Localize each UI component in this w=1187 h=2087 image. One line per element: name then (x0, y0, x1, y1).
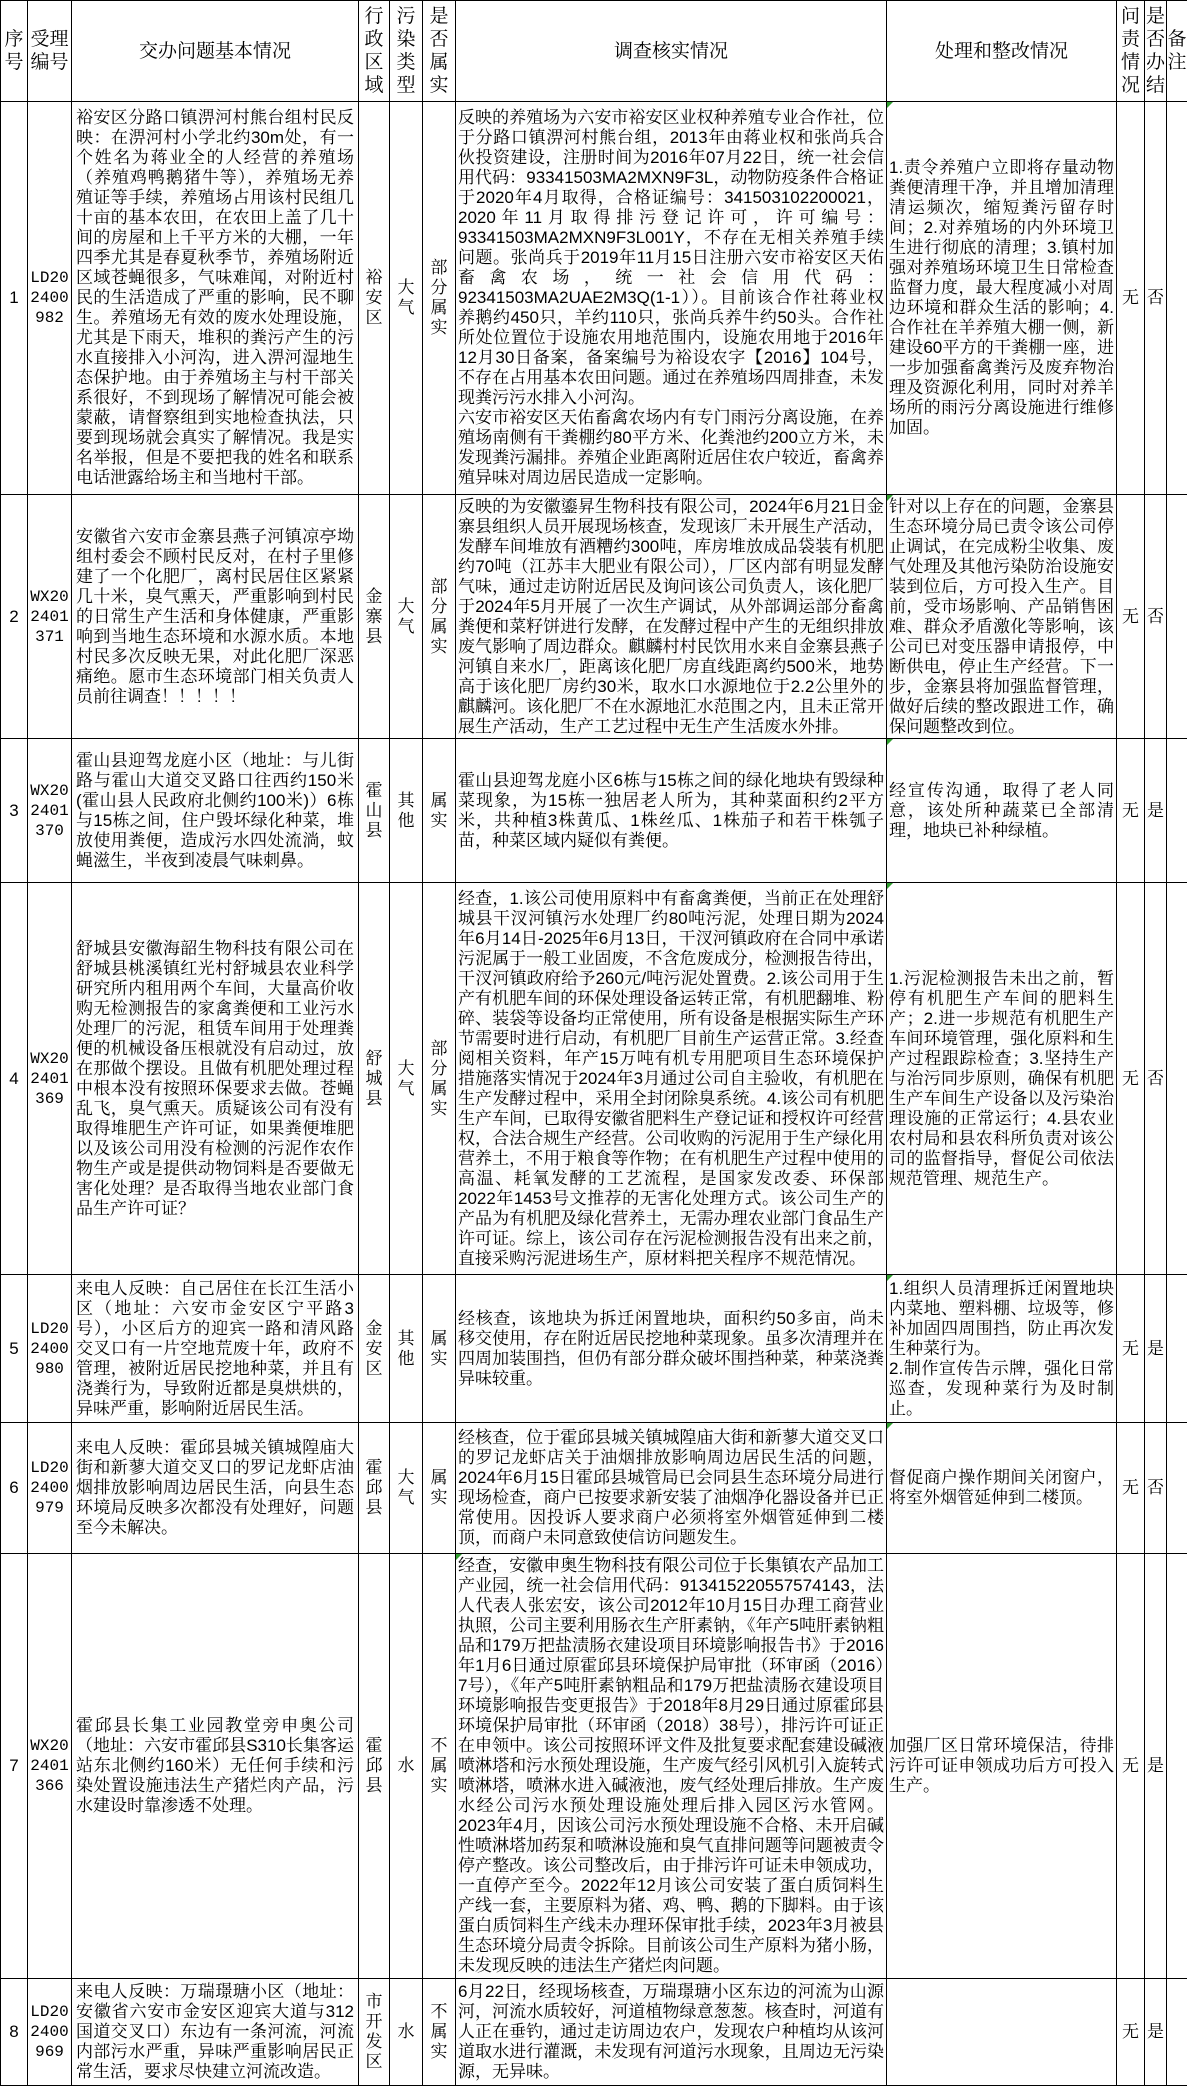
case-number-cell (28, 739, 72, 883)
investigation-cell (456, 1423, 887, 1554)
verified-cell (423, 883, 456, 1275)
case-number-cell (28, 1979, 72, 2086)
issue-cell (72, 739, 359, 883)
verified-cell (423, 1423, 456, 1554)
accountability-cell (1117, 1979, 1145, 2086)
table-row (1, 1979, 1187, 2086)
case-number-value: LD202400982 (30, 269, 69, 327)
verified-value: 部分属实 (430, 576, 448, 656)
header-investigation: 调查核实情况 (456, 1, 887, 102)
district-cell (359, 883, 390, 1275)
issue-cell (72, 883, 359, 1275)
investigation-cell (456, 102, 887, 495)
seq-value: 3 (9, 800, 19, 820)
case-number-cell (28, 1275, 72, 1423)
district-value: 金安区 (365, 1318, 383, 1378)
closed-value: 否 (1147, 1068, 1164, 1088)
cell-indicator-icon (887, 102, 893, 108)
cell-indicator-icon (887, 1423, 893, 1429)
case-number-value: LD202400969 (30, 2003, 69, 2061)
handling-cell (887, 102, 1117, 495)
investigation-cell (456, 739, 887, 883)
pollution-type-value: 其他 (397, 790, 415, 830)
verified-value: 部分属实 (430, 1038, 448, 1118)
case-number-value: WX202401371 (30, 587, 69, 646)
handling-cell (887, 1423, 1117, 1554)
handling-text: 经宣传沟通，取得了老人同意，该处所种蔬菜已全部清理，地块已补种绿植。 (889, 780, 1114, 840)
district-value: 金寨县 (365, 586, 383, 646)
seq-cell (1, 1423, 28, 1554)
cell-indicator-icon (887, 495, 893, 501)
seq-value: 2 (9, 606, 19, 626)
accountability-value: 无 (1122, 1756, 1139, 1775)
pollution-type-value: 大气 (397, 278, 415, 317)
district-cell (359, 1554, 390, 1979)
closed-cell (1145, 1275, 1167, 1423)
closed-value: 是 (1147, 1756, 1164, 1775)
handling-text: 加强厂区日常环境保洁，待排污许可证申领成功后方可投入生产。 (889, 1736, 1114, 1795)
remarks-cell (1167, 1423, 1187, 1554)
case-number-value: LD202400979 (30, 1459, 69, 1517)
accountability-cell (1117, 102, 1145, 495)
investigation-cell (456, 1554, 887, 1979)
issue-text: 裕安区分路口镇淠河村熊台组村民反映：在淠河村小学北约30m处，有一个姓名为蒋业全的人经营的养殖场（养殖鸡鸭鹅猪牛等），养殖场无养殖证等手续，养殖场占用该村民组几十亩的基本农田，在农田上盖了几十间的房屋和上千平方米的大棚，一年四季尤其是春夏秋季节，养殖场附近区域苍蝇很多，气味难闻，对附近村民的生活造成了严重的影响，民不聊生。养殖场无有效的废水处理设施，尤其是下雨天，堆积的粪污产生的污水直接排入小河沟，进入淠河湿地生态保护地。由于养殖场主与村干部关系很好，不到现场了解情况可能会被蒙蔽，请督察组到实地检查执法，只要到现场就会真实了解情况。我是实名举报，但是不要把我的姓名和联系电话泄露给场主和当地村干部。 (76, 108, 354, 487)
issue-text: 霍邱县长集工业园教堂旁申奥公司（地址：六安市霍邱县S310长集客运站东北侧约160米）无任何手续和污染处置设施违法生产猪烂肉产品，污水建设时靠渗透不处理。 (76, 1716, 354, 1815)
issue-text: 安徽省六安市金寨县燕子河镇凉亭坳组村委会不顾村民反对，在村子里修建了一个化肥厂，离村民居住区紧紧几十米，臭气熏天，严重影响到村民的日常生产生活和身体健康，严重影响到当地生态环境和水源水质。本地村民多次反映无果，对此化肥厂深恶痛绝。愿市生态环境部门相关负责人员前往调查！！！！！ (76, 526, 354, 706)
table-row (1, 739, 1187, 883)
pollution-type-cell (390, 883, 423, 1275)
accountability-value: 无 (1122, 2022, 1139, 2041)
accountability-value: 无 (1122, 288, 1139, 307)
district-value: 市开发区 (365, 1992, 383, 2071)
issue-cell (72, 102, 359, 495)
case-number-value: LD202400980 (30, 1319, 69, 1378)
verified-cell (423, 495, 456, 739)
issue-cell (72, 1554, 359, 1979)
closed-value: 是 (1147, 800, 1164, 820)
closed-value: 否 (1147, 606, 1164, 626)
accountability-cell (1117, 495, 1145, 739)
issue-cell (72, 1423, 359, 1554)
handling-cell (887, 1275, 1117, 1423)
district-value: 霍山县 (365, 780, 383, 840)
handling-cell (887, 495, 1117, 739)
issue-text: 霍山县迎驾龙庭小区（地址：与儿街路与霍山大道交叉路口往西约150米(霍山县人民政府北侧约100米)）6栋与15栋之间，住户毁坏绿化种菜，堆放使用粪便，造成污水四处流淌，蚊蝇滋生，半夜到凌晨气味刺鼻。 (76, 750, 354, 870)
handling-cell (887, 1554, 1117, 1979)
seq-value: 7 (9, 1756, 19, 1775)
issue-text: 来电人反映：万瑞璟瑭小区（地址：安徽省六安市金安区迎宾大道与312国道交叉口）东边有一条河流，河流内部污水严重，异味严重影响居民正常生活，要求尽快建立河流改造。 (76, 1982, 354, 2081)
issue-text: 舒城县安徽海韶生物科技有限公司在舒城县桃溪镇红光村舒城县农业科学研究所内租用两个车间，大量高价收购无检测报告的家禽粪便和工业污水处理厂的污泥，租赁车间用于处理粪便的机械设备压根就没有启动过，放在那做个摆设。且做有机肥处理过程中根本没有按照环保要求去做。苍蝇乱飞，臭气熏天。质疑该公司有没有取得堆肥生产许可证，如果粪便堆肥以及该公司用没有检测的污泥作农作物生产或是提供动物饲料是否要做无害化处理？是否取得当地农业部门食品生产许可证？ (76, 938, 354, 1218)
header-pollution-type: 污染类型 (390, 1, 423, 102)
closed-value: 是 (1147, 2022, 1164, 2041)
handling-text: 1.组织人员清理拆迁闲置地块内菜地、塑料棚、垃圾等，修补加固四周围挡，防止再次发生种菜行为。 2.制作宣传告示牌，强化日常巡查，发现种菜行为及时制止。 (889, 1278, 1114, 1418)
remarks-cell (1167, 495, 1187, 739)
pollution-type-cell (390, 1275, 423, 1423)
pollution-type-cell (390, 1979, 423, 2086)
district-cell (359, 1275, 390, 1423)
verified-cell (423, 1275, 456, 1423)
investigation-text: 反映的养殖场为六安市裕安区业权种养殖专业合作社，位于分路口镇淠河村熊台组，2013年由蒋业权和张尚兵合伙投资建设，注册时间为2016年07月22日，统一社会信用代码：93341503MA2MXN9F3L，动物防疫条件合格证于2020年4月取得，合格证编号：341503102200021，2020年11月取得排污登记许可，许可编号：93341503MA2MXN9F3L001Y，不存在无相关养殖手续问题。张尚兵于2019年11月15日注册六安市裕安区天佑畜禽农场，统一社会信用代码：92341503MA2UAE2M3Q(1-1））。目前该合作社蒋业权养鹅约450只，羊约110只，张尚兵养牛约50头。合作社所处位置位于设施农用地范围内，设施农用地于2016年12月30日备案，备案编号为裕设农字【2016】104号，不存在占用基本农田问题。通过在养殖场四周排查，未发现粪污污水排入小河沟。 六安市裕安区天佑畜禽农场内有专门雨污分离设施，在养殖场南侧有干粪棚约80平方米、化粪池约200立方米，未发现粪污漏排。养殖企业距离附近居住农户较近，畜禽养殖异味对周边居民造成一定影响。 (458, 108, 884, 487)
cell-indicator-icon (887, 1275, 893, 1281)
accountability-value: 无 (1122, 1068, 1139, 1088)
verified-value: 部分属实 (430, 258, 448, 337)
district-cell (359, 102, 390, 495)
accountability-value: 无 (1122, 606, 1139, 626)
case-number-cell (28, 495, 72, 739)
district-value: 霍邱县 (365, 1458, 383, 1517)
district-value: 舒城县 (365, 1048, 383, 1108)
closed-value: 否 (1147, 1478, 1164, 1497)
accountability-cell (1117, 739, 1145, 883)
investigation-text: 经查，安徽申奥生物科技有限公司位于长集镇农产品加工产业园，统一社会信用代码：913415220557574143，法人代表人张宏安，该公司2012年10月15日办理工商营业执照，公司主要利用肠衣生产肝素钠，《年产5吨肝素钠粗品和179万把盐渍肠衣建设项目环境影响报告书》于2016年1月6日通过原霍邱县环境保护局审批（环审函（2016）7号），《年产5吨肝素钠粗品和179万把盐渍肠衣建设项目环境影响报告变更报告》于2018年8月29日通过原霍邱县环境保护局审批（环审函（2018）38号），排污许可证正在申领中。该公司按照环评文件及批复要求配套建设碱液喷淋塔和污水预处理设施，生产废气经引风机引入旋转式喷淋塔，喷淋水进入碱液池，废气经处理后排放。生产废水经公司污水预处理设施处理后排入园区污水管网。2023年4月，因该公司污水预处理设施不合格、未开启碱性喷淋塔加药泵和喷淋设施和臭气直排问题等问题被责令停产整改。该公司整改后，由于排污许可证未申领成功，一直停产至今。2022年12月该公司安装了蛋白质饲料生产线一套，主要原料为猪、鸡、鸭、鹅的下脚料。由于该蛋白质饲料生产线未办理环保审批手续，2023年3月被县生态环境分局责令拆除。目前该公司生产原料为猪小肠，未发现反映的违法生产猪烂肉问题。 (458, 1556, 884, 1975)
remarks-cell (1167, 883, 1187, 1275)
table-row (1, 1275, 1187, 1423)
header-case-number: 受理编号 (28, 1, 72, 102)
closed-cell (1145, 739, 1167, 883)
issue-cell (72, 1275, 359, 1423)
seq-value: 5 (9, 1338, 19, 1358)
verified-value: 不属实 (430, 1736, 448, 1795)
handling-text: 针对以上存在的问题，金寨县生态环境分局已责令该公司停止调试，在完成粉尘收集、废气处理及其他污染防治设施安装到位后，方可投入生产。目前，受市场影响、产品销售困难、群众矛盾激化等影响，该公司已对变压器申请报停，中断供电，停止生产经营。下一步，金寨县将加强监督管理，做好后续的整改跟进工作，确保问题整改到位。 (889, 496, 1114, 736)
seq-value: 4 (9, 1068, 19, 1088)
pollution-type-cell (390, 102, 423, 495)
handling-cell (887, 1979, 1117, 2086)
table-row (1, 102, 1187, 495)
table-row (1, 495, 1187, 739)
investigation-cell (456, 1979, 887, 2086)
pollution-type-value: 水 (397, 1756, 415, 1775)
investigation-cell (456, 883, 887, 1275)
investigation-text: 经查，1.该公司使用原料中有畜禽粪便，当前正在处理舒城县干汊河镇污水处理厂约80吨污泥，处理日期为2024年6月14日-2025年6月13日，干汊河镇政府在合同中承诺污泥属于一般工业固废，不含危废成分，检测报告待出，干汊河镇政府给予260元/吨污泥处置费。2.该公司用于生产有机肥车间的环保处理设备运转正常，有机肥翻堆、粉碎、装袋等设备均正常使用，所有设备是根据实际生产环节需要时进行启动，有机肥厂目前生产运营正常。3.经查阅相关资料，年产15万吨有机专用肥项目生态环境保护措施落实情况于2024年3月通过公司自主验收，有机肥在生产发酵过程中，采用全封闭除臭系统。4.该公司有机肥生产车间，已取得安徽省肥料生产登记证和授权许可经营权，合法合规生产经营。公司收购的污泥用于生产绿化用营养土，不用于粮食等作物；在有机肥生产过程中使用的高温、耗氧发酵的工艺流程，是国家发改委、环保部2022年1453号文推荐的无害化处理方式。该公司生产的产品为有机肥及绿化营养土，无需办理农业部门食品生产许可证。综上，该公司存在污泥检测报告没有出来之前，直接采购污泥进场生产，原材料把关程序不规范情况。 (458, 888, 884, 1268)
remarks-cell (1167, 1554, 1187, 1979)
cell-indicator-icon (887, 883, 893, 889)
pollution-type-cell (390, 1423, 423, 1554)
table-row (1, 883, 1187, 1275)
verified-cell (423, 102, 456, 495)
accountability-cell (1117, 1423, 1145, 1554)
pollution-type-value: 大气 (397, 1468, 415, 1507)
issue-text: 来电人反映：自己居住在长江生活小区（地址：六安市金安区宁平路3号），小区后方的迎宾一路和清风路交叉口有一片空地荒废十年，政府不管理，被附近居民挖地种菜，并且有浇粪行为，导致附近都是臭烘烘的，异味严重，影响附近居民生活。 (76, 1278, 354, 1418)
case-number-cell (28, 1554, 72, 1979)
investigation-text: 反映的为安徽鎏昇生物科技有限公司，2024年6月21日金寨县组织人员开展现场核查，发现该厂未开展生产活动，发酵车间堆放有酒糟约300吨，库房堆放成品袋装有机肥约70吨（江苏丰大肥业有限公司），厂区内部有明显发酵气味，通过走访附近居民及询问该公司负责人，该化肥厂于2024年5月开展了一次生产调试，从外部调运部分畜禽粪便和菜籽饼进行发酵，在发酵过程中产生的无组织排放废气影响了周边群众。麒麟村村民饮用水来自金寨县燕子河镇自来水厂，距离该化肥厂房直线距离约500米，地势高于该化肥厂房约30米，取水口水源地位于2.2公里外的麒麟河。该化肥厂不在水源地汇水范围之内，且未正常开展生产活动，生产工艺过程中无生产生活废水外排。 (458, 496, 884, 736)
closed-cell (1145, 102, 1167, 495)
issue-cell (72, 495, 359, 739)
header-accountability: 问责情况 (1117, 1, 1145, 102)
header-row (1, 1, 1187, 102)
handling-text: 1.污泥检测报告未出之前，暂停有机肥生产车间的肥料生产；2.进一步规范有机肥生产车间环境管理，强化原料和生产过程跟踪检查；3.坚持生产与治污同步原则，确保有机肥生产车间生产设备以及污染治理设施的正常运行；4.县农业农村局和县农科所负责对该公司的监督指导，督促公司依法规范管理、规范生产。 (889, 968, 1114, 1188)
accountability-value: 无 (1122, 800, 1139, 820)
closed-value: 否 (1147, 288, 1164, 307)
header-district: 行政区域 (359, 1, 390, 102)
accountability-cell (1117, 1275, 1145, 1423)
closed-value: 是 (1147, 1338, 1164, 1358)
header-issue: 交办问题基本情况 (72, 1, 359, 102)
accountability-cell (1117, 1554, 1145, 1979)
district-value: 裕安区 (365, 268, 383, 327)
verified-value: 不属实 (430, 2002, 448, 2061)
pollution-type-cell (390, 1554, 423, 1979)
remarks-cell (1167, 1275, 1187, 1423)
pollution-type-cell (390, 495, 423, 739)
district-cell (359, 495, 390, 739)
remarks-cell (1167, 739, 1187, 883)
verified-value: 属实 (430, 790, 448, 830)
handling-cell (887, 883, 1117, 1275)
pollution-type-value: 大气 (397, 1058, 415, 1098)
header-closed: 是否办结 (1145, 1, 1167, 102)
remarks-cell (1167, 1979, 1187, 2086)
pollution-type-value: 大气 (397, 596, 415, 636)
case-number-cell (28, 883, 72, 1275)
handling-text: 1.责令养殖户立即将存量动物粪便清理干净，并且增加清理清运频次，缩短粪污留存时间；2.对养殖场的内外环境卫生进行彻底的清理；3.镇村加强对养殖场环境卫生日常检查监督力度，最大程度减小对周边环境和群众生活的影响；4.合作社在羊养殖大棚一侧，新建设60平方的干粪棚一座，进一步加强畜禽粪污及废弃物治理及资源化利用，同时对养羊场所的雨污分离设施进行维修加固。 (889, 158, 1114, 437)
closed-cell (1145, 883, 1167, 1275)
case-number-cell (28, 1423, 72, 1554)
investigation-text: 6月22日，经现场核查，万瑞璟瑭小区东边的河流为山源河，河流水质较好，河道植物绿意葱葱。核查时，河道有人正在垂钓，通过走访周边农户，发现农户种植均从该河道取水进行灌溉，未发现有河道污水现象，且周边无污染源，无异味。 (458, 1982, 884, 2081)
seq-value: 6 (9, 1478, 19, 1497)
closed-cell (1145, 1979, 1167, 2086)
issue-text: 来电人反映：霍邱县城关镇城隍庙大街和新蓼大道交叉口的罗记龙虾店油烟排放影响周边居民生活，向县生态环境局反映多次都没有处理好，问题至今未解决。 (76, 1438, 354, 1537)
seq-cell (1, 495, 28, 739)
district-cell (359, 1979, 390, 2086)
seq-cell (1, 1275, 28, 1423)
case-number-value: WX202401366 (30, 1737, 69, 1795)
issue-cell (72, 1979, 359, 2086)
verified-cell (423, 1554, 456, 1979)
header-handling: 处理和整改情况 (887, 1, 1117, 102)
handling-text: 督促商户操作期间关闭窗户，将室外烟管延伸到二楼顶。 (889, 1468, 1114, 1507)
investigation-cell (456, 1275, 887, 1423)
table-row (1, 1554, 1187, 1979)
case-number-value: WX202401369 (30, 1049, 69, 1108)
verified-cell (423, 1979, 456, 2086)
seq-cell (1, 102, 28, 495)
cell-indicator-icon (887, 739, 893, 745)
closed-cell (1145, 495, 1167, 739)
cell-indicator-icon (456, 1554, 462, 1560)
verified-cell (423, 739, 456, 883)
investigation-text: 经核查，该地块为拆迁闲置地块，面积约50多亩，尚未移交使用，存在附近居民挖地种菜现象。虽多次清理并在四周加装围挡，但仍有部分群众破坏围挡种菜，种菜浇粪异味较重。 (458, 1308, 884, 1388)
investigation-cell (456, 495, 887, 739)
header-seq: 序号 (1, 1, 28, 102)
pollution-type-value: 水 (397, 2022, 415, 2041)
verified-value: 属实 (430, 1468, 448, 1507)
closed-cell (1145, 1423, 1167, 1554)
header-remarks: 备注 (1167, 1, 1187, 102)
seq-value: 1 (9, 288, 19, 307)
district-value: 霍邱县 (365, 1736, 383, 1795)
case-number-value: WX202401370 (30, 781, 69, 840)
investigation-text: 经核查，位于霍邱县城关镇城隍庙大街和新蓼大道交叉口的罗记龙虾店关于油烟排放影响周边居民生活的问题，2024年6月15日霍邱县城管局已会同县生态环境分局进行现场检查，商户已按要求新安装了油烟净化器设备并已正常使用。因投诉人要求商户必须将室外烟管延伸到二楼顶，而商户未同意致使信访问题发生。 (458, 1428, 884, 1547)
pollution-type-cell (390, 739, 423, 883)
case-number-cell (28, 102, 72, 495)
district-cell (359, 739, 390, 883)
header-verified: 是否属实 (423, 1, 456, 102)
pollution-type-value: 其他 (397, 1328, 415, 1368)
table-row (1, 1423, 1187, 1554)
seq-cell (1, 739, 28, 883)
accountability-cell (1117, 883, 1145, 1275)
seq-cell (1, 883, 28, 1275)
seq-cell (1, 1979, 28, 2086)
seq-value: 8 (9, 2022, 19, 2041)
investigation-text: 霍山县迎驾龙庭小区6栋与15栋之间的绿化地块有毁绿种菜现象，为15栋一独居老人所为，其种菜面积约2平方米，共种植3株黄瓜、1株丝瓜、1株茄子和若干株瓠子苗，种菜区域内疑似有粪便。 (458, 770, 884, 850)
seq-cell (1, 1554, 28, 1979)
handling-cell (887, 739, 1117, 883)
closed-cell (1145, 1554, 1167, 1979)
remarks-cell (1167, 102, 1187, 495)
district-cell (359, 1423, 390, 1554)
verified-value: 属实 (430, 1328, 448, 1368)
accountability-value: 无 (1122, 1478, 1139, 1497)
accountability-value: 无 (1122, 1338, 1139, 1358)
